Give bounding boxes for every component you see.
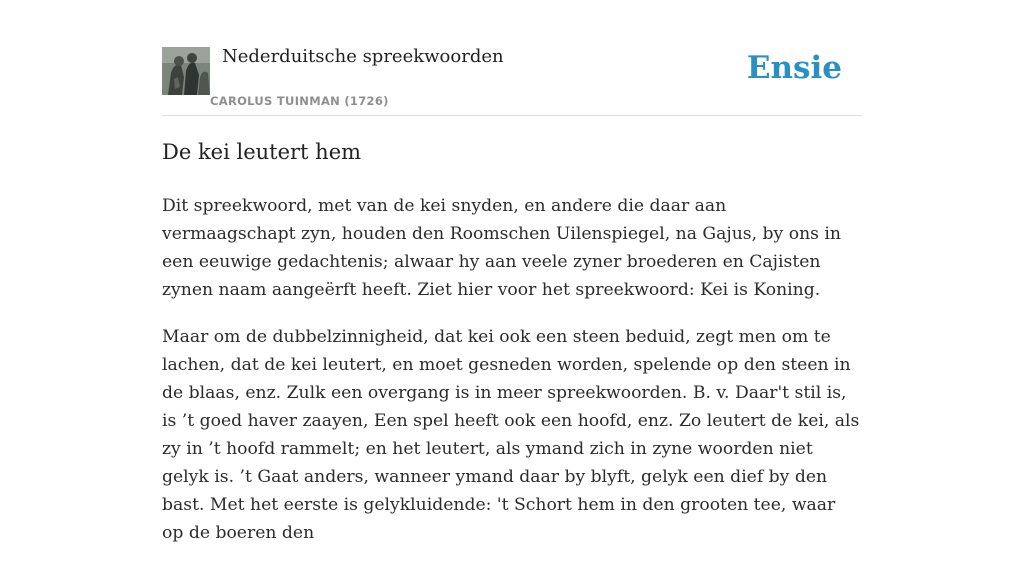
brand-logo[interactable]: Ensie [746,50,842,86]
author-label[interactable]: CAROLUS TUINMAN (1726) [210,94,389,108]
entry-paragraph: Maar om de dubbelzinnigheid, dat kei ook een steen beduid, zegt men om te lachen, dat de kei leutert, en moet gesneden worden, spelende op den steen in de blaas, enz. Zulk een overgang is in meer spreekwoorden. B. v. Daar't stil is, is ’t goed haver zaayen, Een spel heeft ook een hoofd, enz. Zo leutert de kei, als zy in ’t hoofd rammelt; en het leutert, als ymand zich in zyne woorden niet gelyk is. ’t Gaat anders, wanneer ymand daar by blyft, gelyk een dief by den bast. Met het eerste is gelykluidende: 't Schort hem in den grooten tee, waar op de boeren den [162,327,860,543]
page-header [162,0,862,116]
entry-title: De kei leutert hem [162,140,362,164]
entry-content [162,192,862,566]
statue-portrait-icon [162,47,210,95]
book-title[interactable]: Nederduitsche spreekwoorden [222,46,504,67]
entry-paragraph: Dit spreekwoord, met van de kei snyden, en andere die daar aan vermaagschapt zyn, houden den Roomschen Uilenspiegel, na Gajus, by ons in een eeuwige gedachtenis; alwaar hy aan veele zyner broederen en Cajisten zynen naam aangeërft heeft. Ziet hier voor het spreekwoord: Kei is Koning. [162,196,841,300]
